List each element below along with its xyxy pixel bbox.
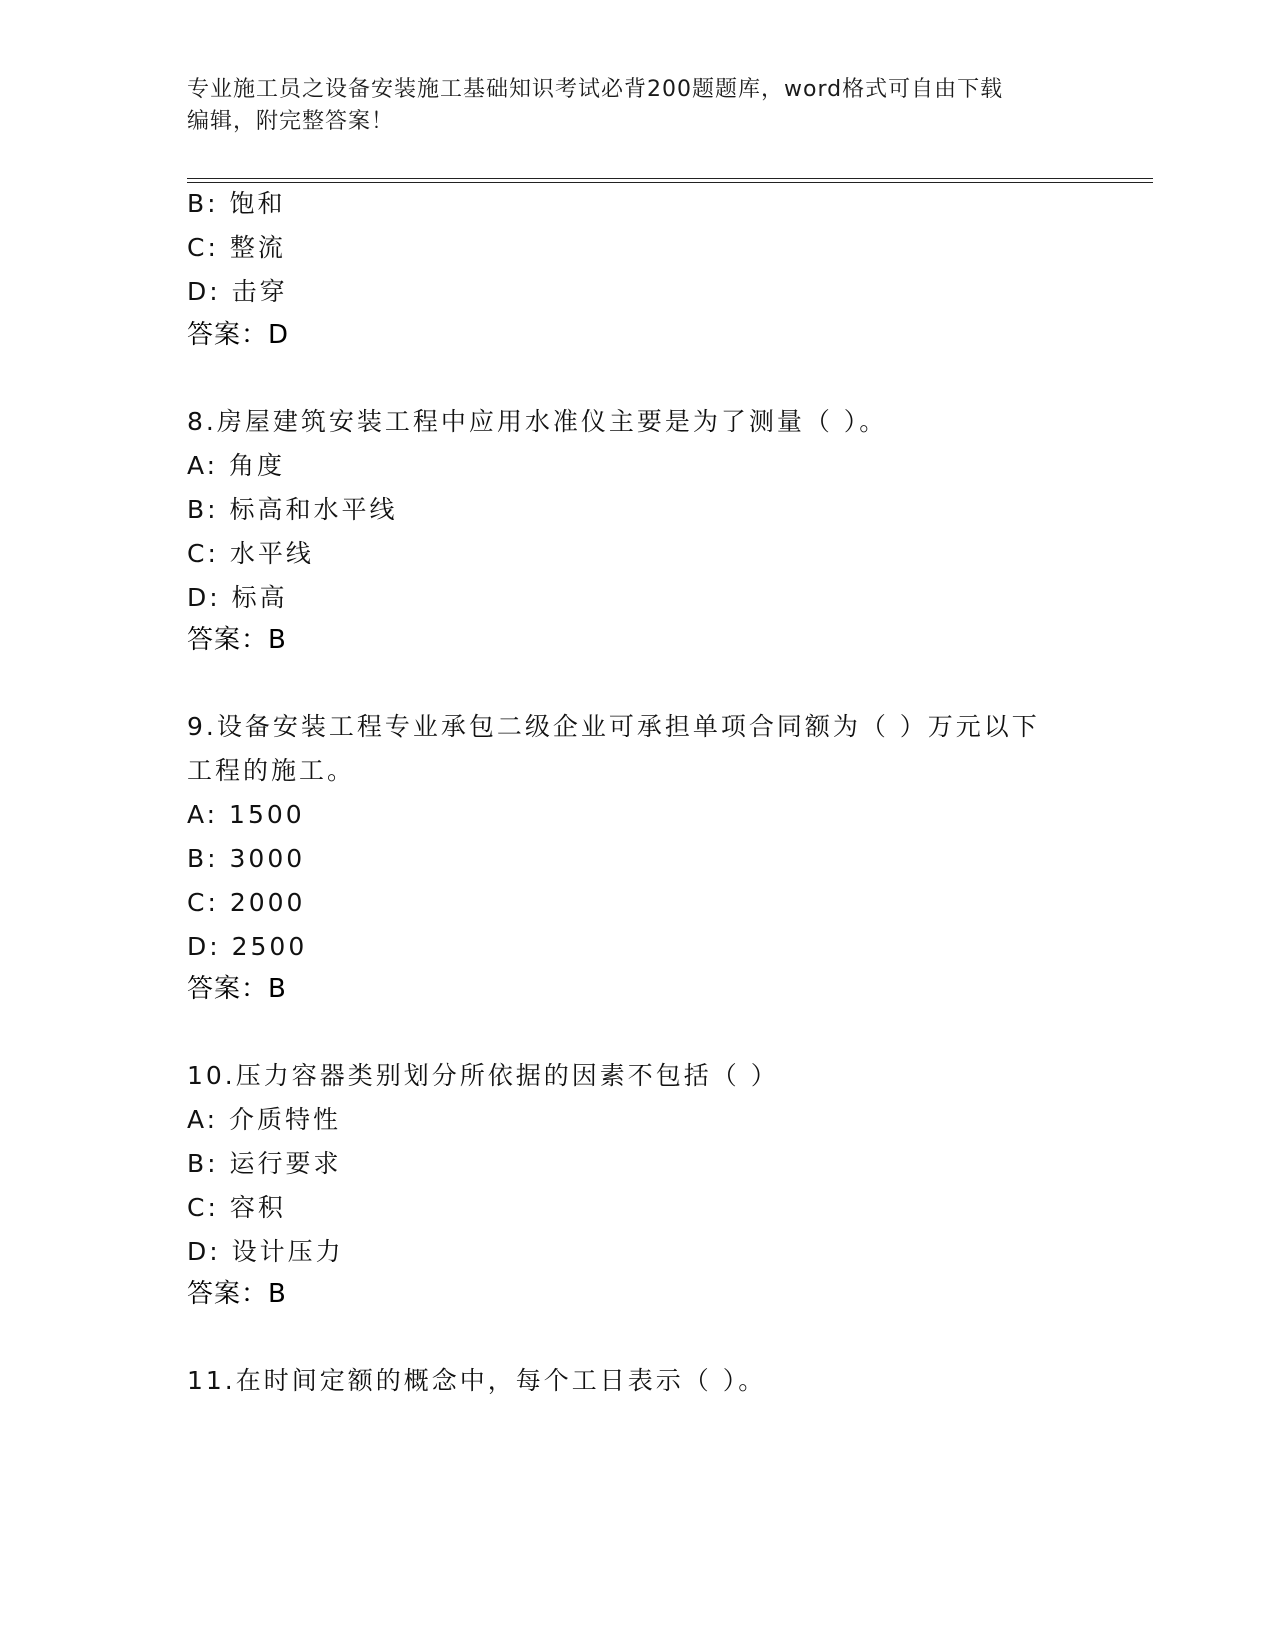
q9-answer: 答案：B [187,974,287,1004]
prev-option-d: D: 击穿 [187,277,288,306]
q10-option-c: C: 容积 [187,1193,286,1222]
document-header [187,74,1067,138]
q10-answer: 答案：B [187,1279,287,1309]
q8-option-c: C: 水平线 [187,539,314,568]
q10-option-a: A: 介质特性 [187,1105,342,1134]
q8-option-b: B: 标高和水平线 [187,495,398,524]
q9-option-c: C: 2000 [187,888,306,917]
q9-option-b: B: 3000 [187,844,306,873]
header-divider-bottom [187,182,1153,183]
q8-option-a: A: 角度 [187,451,286,480]
q8-answer: 答案：B [187,625,287,655]
prev-option-c: C: 整流 [187,233,286,262]
q11-text: 11.在时间定额的概念中，每个工日表示（ ）。 [187,1366,767,1395]
header-title-line-2: 编辑，附完整答案！ [187,109,395,134]
q9-text-line-2: 工程的施工。 [187,756,356,785]
prev-answer: 答案：D [187,320,290,350]
q9-option-d: D: 2500 [187,932,308,961]
q8-option-d: D: 标高 [187,583,288,612]
q9-text-line-1: 9.设备安装工程专业承包二级企业可承担单项合同额为（ ）万元以下 [187,712,1040,741]
q10-text: 10.压力容器类别划分所依据的因素不包括（ ） [187,1061,779,1090]
q10-option-b: B: 运行要求 [187,1149,342,1178]
q10-option-d: D: 设计压力 [187,1237,344,1266]
prev-option-b: B: 饱和 [187,189,286,218]
q8-text: 8.房屋建筑安装工程中应用水准仪主要是为了测量（ ）。 [187,407,888,436]
header-divider-top [187,178,1153,179]
header-title-line-1: 专业施工员之设备安装施工基础知识考试必背200题题库，word格式可自由下载 [187,77,1004,102]
q9-option-a: A: 1500 [187,800,305,829]
